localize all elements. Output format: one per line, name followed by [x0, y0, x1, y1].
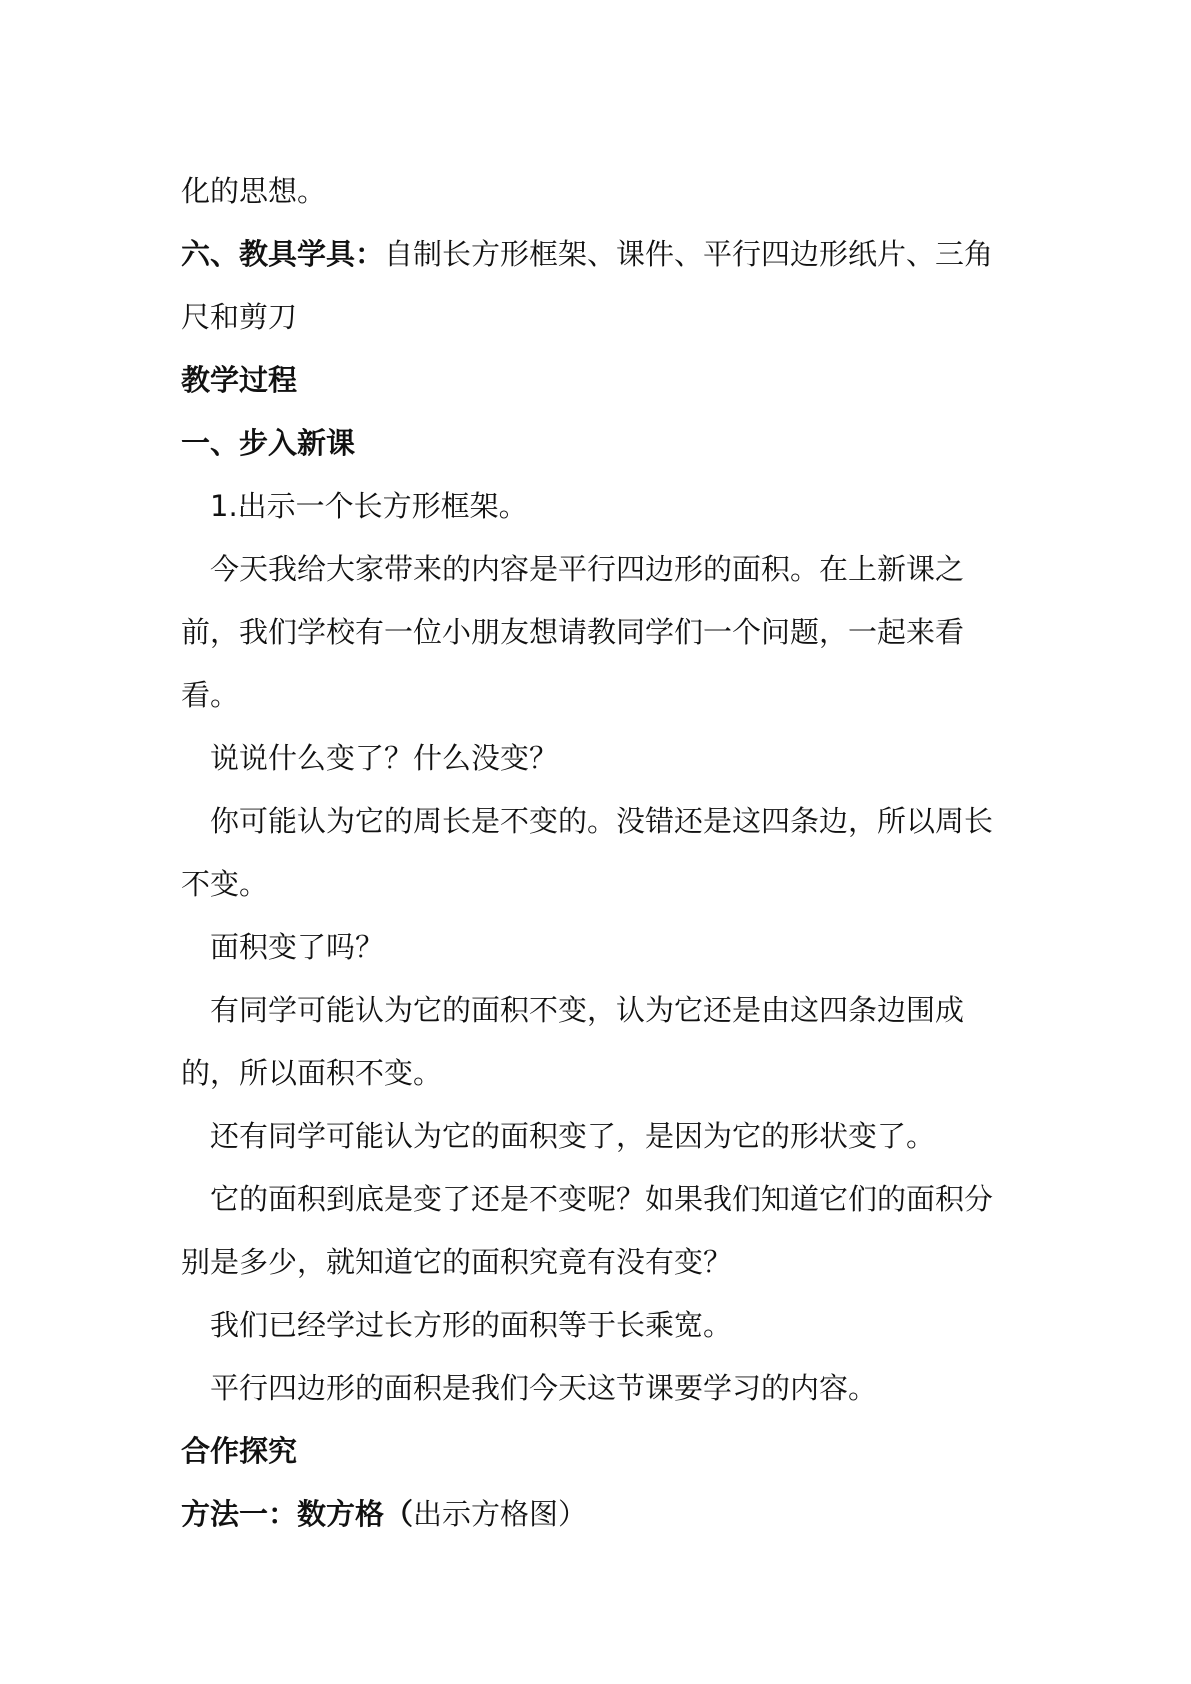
- paragraph-perimeter: 你可能认为它的周长是不变的。没错还是这四条边，所以周长不变。: [181, 804, 994, 901]
- paragraph-method-one: [181, 1483, 1021, 1546]
- paragraph-area-question: 面积变了吗？: [210, 930, 385, 964]
- paragraph-rectangle-area: 我们已经学过长方形的面积等于长乘宽。: [210, 1308, 733, 1342]
- teaching-aids-heading: 六、教具学具：: [181, 237, 385, 271]
- method-one-heading: 方法一：数方格（: [181, 1497, 414, 1531]
- paragraph-teaching-aids: [181, 223, 1021, 349]
- method-one-text: 出示方格图）: [413, 1497, 588, 1531]
- paragraph-step-1: 1.出示一个长方形框架。: [210, 489, 528, 523]
- paragraph-question-change: 说说什么变了？什么没变？: [210, 741, 559, 775]
- paragraph-area-doubt: 它的面积到底是变了还是不变呢？如果我们知道它们的面积分别是多少，就知道它的面积究竟有没有变？: [181, 1182, 994, 1279]
- document-page: [181, 160, 1021, 1546]
- paragraph-continuation: 化的思想。: [181, 174, 327, 208]
- paragraph-area-unchanged: 有同学可能认为它的面积不变，认为它还是由这四条边围成的，所以面积不变。: [181, 993, 965, 1090]
- heading-teaching-process: 教学过程: [181, 363, 298, 397]
- heading-new-lesson: 一、步入新课: [181, 426, 356, 460]
- heading-cooperative-inquiry: 合作探究: [181, 1434, 298, 1468]
- paragraph-area-changed: 还有同学可能认为它的面积变了，是因为它的形状变了。: [210, 1119, 936, 1153]
- paragraph-intro: 今天我给大家带来的内容是平行四边形的面积。在上新课之前，我们学校有一位小朋友想请教同学们一个问题，一起来看看。: [181, 552, 965, 712]
- paragraph-lesson-topic: 平行四边形的面积是我们今天这节课要学习的内容。: [210, 1371, 878, 1405]
- teaching-aids-text: 自制长方形框架、课件、平行四边形纸片、三角尺和剪刀: [181, 237, 994, 334]
